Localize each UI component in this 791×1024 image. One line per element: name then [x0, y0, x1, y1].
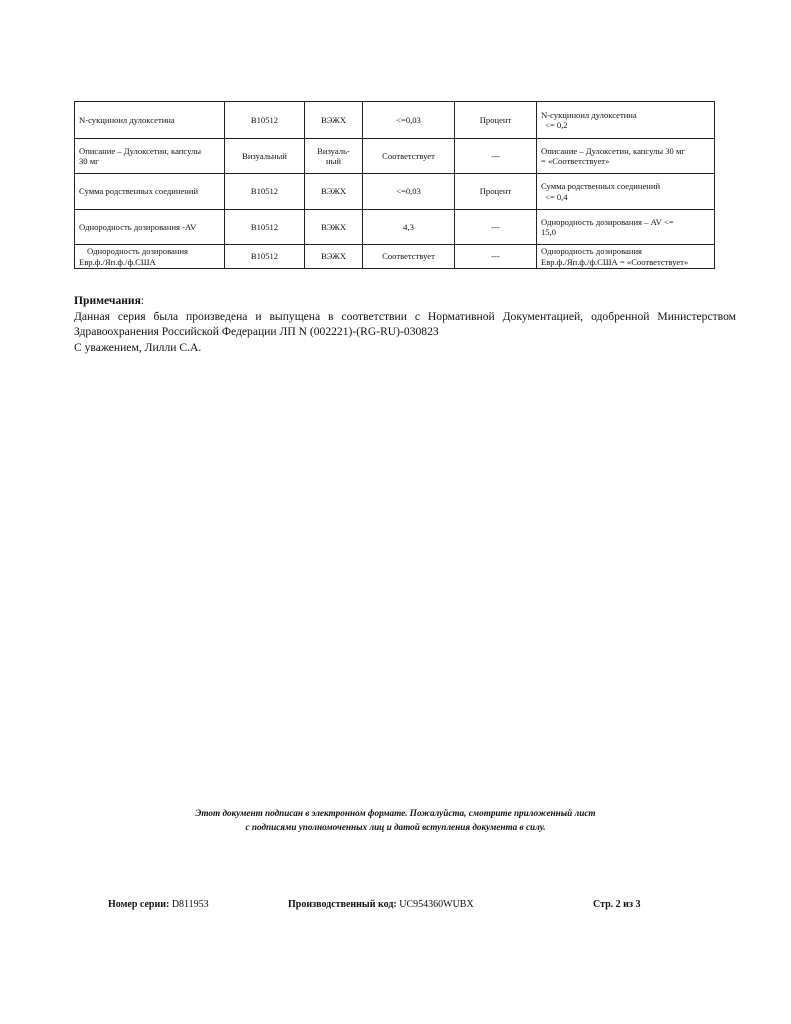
- table-row: [75, 174, 715, 210]
- code-cell: B10512: [225, 174, 305, 210]
- spec-cell: Сумма родственных соединений <= 0,4: [537, 174, 715, 210]
- table-row: [75, 210, 715, 245]
- test-name-cell: Однородность дозирования Евр.ф./Яп.ф./ф.США: [75, 245, 225, 269]
- result-cell: 4,3: [363, 210, 455, 245]
- e-signature-notice: Этот документ подписан в электронном формате. Пожалуйста, смотрите приложенный лист с подписями уполномоченных лиц и датой вступления документа в силу.: [195, 808, 596, 832]
- method-cell: Визуаль- ный: [305, 139, 363, 174]
- table-row: [75, 102, 715, 139]
- unit-cell: Процент: [455, 174, 537, 210]
- test-name-cell: Однородность дозирования -AV: [75, 210, 225, 245]
- result-cell: Соответствует: [363, 245, 455, 269]
- code-cell: B10512: [225, 245, 305, 269]
- series-number: Номер серии: D811953: [108, 899, 209, 910]
- unit-cell: ---: [455, 210, 537, 245]
- closing-line: С уважением, Лилли С.А.: [74, 340, 202, 354]
- method-cell: ВЭЖХ: [305, 245, 363, 269]
- notes-heading: Примечания:: [74, 294, 145, 307]
- method-cell: ВЭЖХ: [305, 102, 363, 139]
- notes-line: Здравоохранения Российской Федерации ЛП N (002221)-(RG-RU)-030823: [74, 325, 439, 338]
- result-cell: Соответствует: [363, 139, 455, 174]
- code-cell: Визуальный: [225, 139, 305, 174]
- code-cell: B10512: [225, 210, 305, 245]
- spec-cell: Однородность дозирования – AV <= 15,0: [537, 210, 715, 245]
- notes-line: Данная серия была произведена и выпущена в соответствии с Нормативной Документацией, одобренной Министерством: [74, 309, 736, 323]
- test-name-cell: Сумма родственных соединений: [75, 174, 225, 210]
- spec-cell: Описание – Дулоксетин, капсулы 30 мг = «Соответствует»: [537, 139, 715, 174]
- unit-cell: Процент: [455, 102, 537, 139]
- production-code: Производственный код: UC954360WUBX: [288, 899, 474, 910]
- spec-cell: N-сукциноил дулоксетина <= 0,2: [537, 102, 715, 139]
- method-cell: ВЭЖХ: [305, 210, 363, 245]
- result-cell: <=0,03: [363, 102, 455, 139]
- result-cell: <=0,03: [363, 174, 455, 210]
- method-cell: ВЭЖХ: [305, 174, 363, 210]
- table-row: [75, 245, 715, 269]
- notes-section: [74, 293, 736, 355]
- unit-cell: ---: [455, 245, 537, 269]
- test-name-cell: N-сукциноил дулоксетина: [75, 102, 225, 139]
- table-row: [75, 139, 715, 174]
- unit-cell: ---: [455, 139, 537, 174]
- spec-cell: Однородность дозирования Евр.ф./Яп.ф./ф.США = «Соответствует»: [537, 245, 715, 269]
- page-number: Стр. 2 из 3: [593, 899, 641, 910]
- code-cell: B10512: [225, 102, 305, 139]
- test-name-cell: Описание – Дулоксетин, капсулы 30 мг: [75, 139, 225, 174]
- results-table: [74, 101, 715, 269]
